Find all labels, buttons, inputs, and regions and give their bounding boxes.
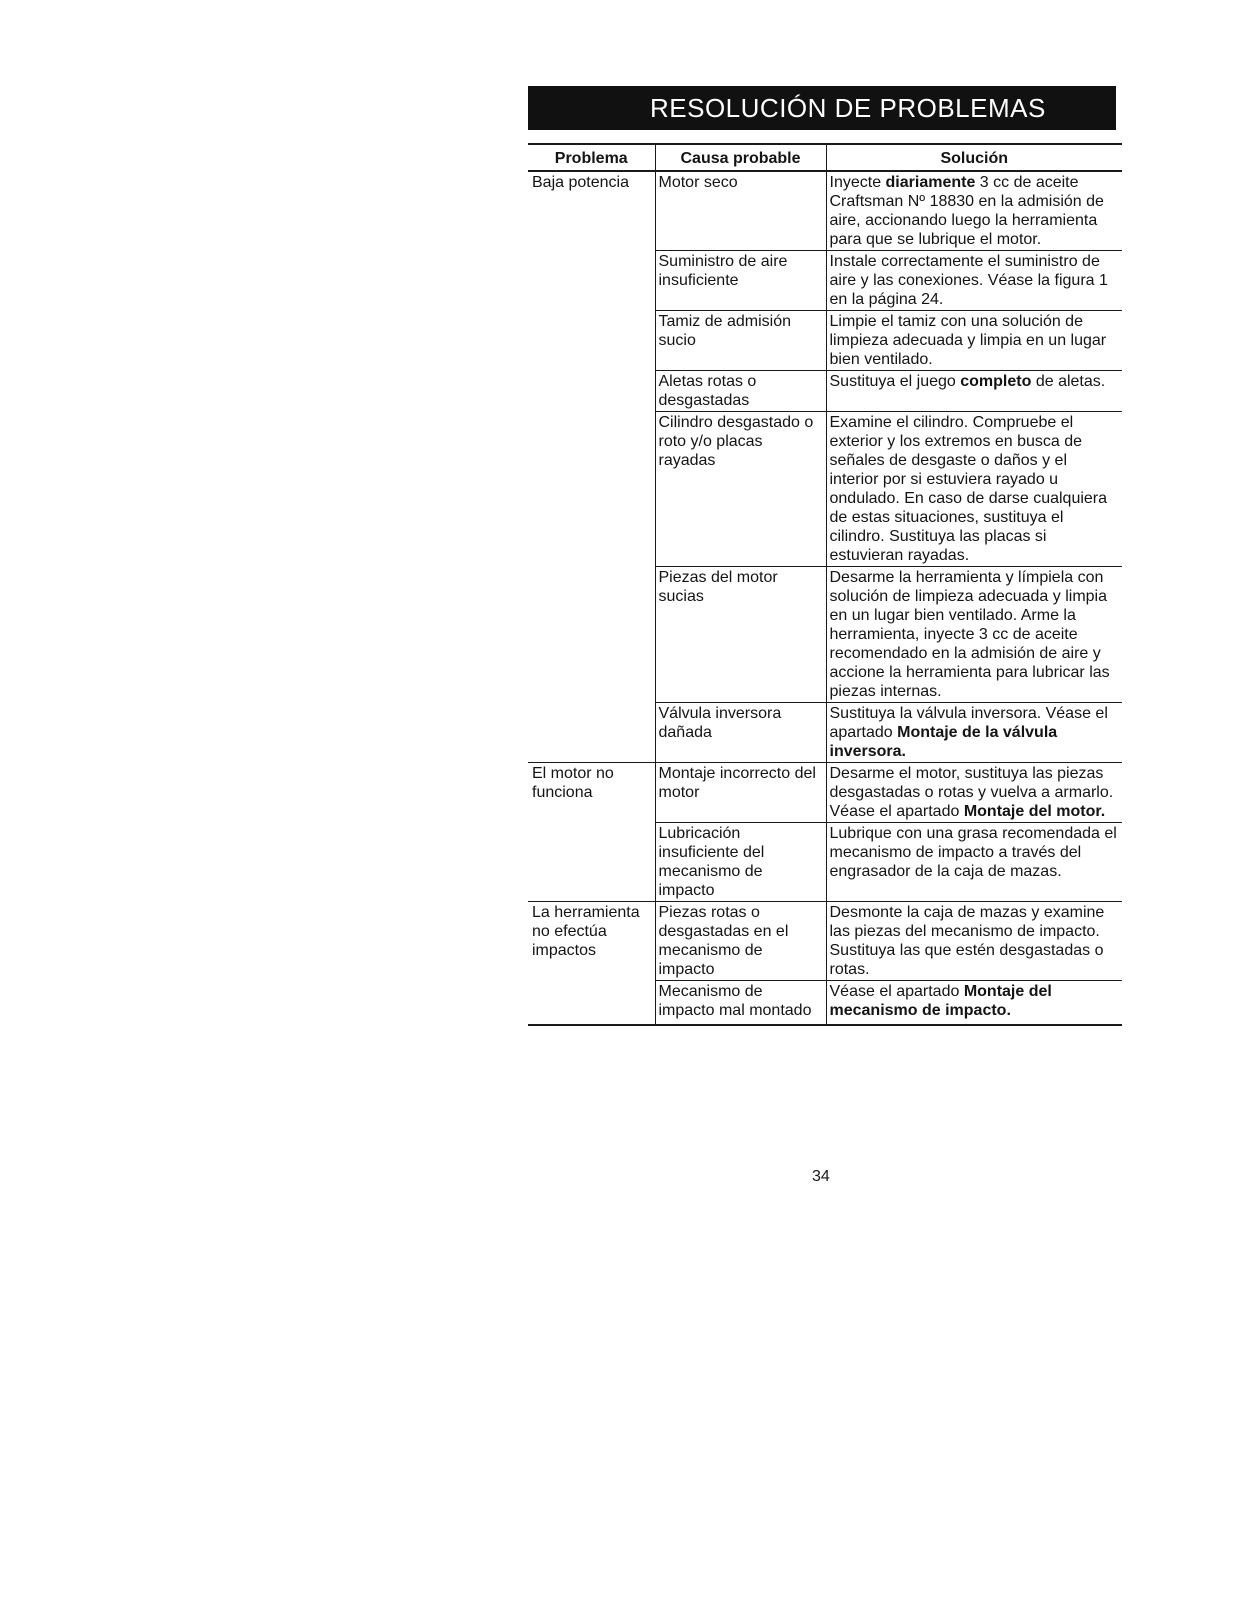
table-row bbox=[528, 371, 1122, 412]
header-solution: Solución bbox=[826, 144, 1122, 171]
table-row bbox=[528, 567, 1122, 703]
solution-cell bbox=[826, 371, 1122, 412]
solution-text: Instale correctamente el suministro de aire y las conexiones. Véase la figura 1 en la página 24. bbox=[829, 253, 1108, 308]
problem-cell: Baja potencia bbox=[532, 174, 629, 191]
solution-bold-text: diariamente bbox=[885, 174, 976, 191]
cause-cell: Motor seco bbox=[655, 171, 826, 251]
solution-cell bbox=[826, 567, 1122, 703]
solution-cell bbox=[826, 311, 1122, 371]
solution-cell bbox=[826, 823, 1122, 902]
problem-cell bbox=[528, 703, 655, 763]
solution-text: Limpie el tamiz con una solución de limpieza adecuada y limpia en un lugar bien ventilado. bbox=[829, 313, 1107, 368]
page-number: 34 bbox=[812, 1168, 830, 1185]
cause-cell: Piezas rotas o desgastadas en el mecanismo de impacto bbox=[655, 902, 826, 981]
solution-text: Desarme el motor, sustituya las piezas desgastadas o rotas y vuelva a armarlo. Véase el apartado bbox=[829, 765, 1114, 820]
cause-cell: Montaje incorrecto del motor bbox=[655, 763, 826, 823]
solution-cell bbox=[826, 412, 1122, 567]
solution-bold-text: Montaje de la válvula inversora. bbox=[829, 724, 1058, 760]
table-row bbox=[528, 703, 1122, 763]
solution-text: Lubrique con una grasa recomendada el mecanismo de impacto a través del engrasador de la caja de mazas. bbox=[829, 825, 1117, 880]
table-row bbox=[528, 902, 1122, 981]
table-row bbox=[528, 171, 1122, 251]
table-body bbox=[528, 171, 1122, 1025]
solution-cell bbox=[826, 251, 1122, 311]
header-problem: Problema bbox=[528, 144, 655, 171]
solution-text: Inyecte bbox=[829, 174, 886, 191]
solution-cell bbox=[826, 981, 1122, 1026]
solution-text: Sustituya el juego bbox=[829, 373, 961, 390]
table-row bbox=[528, 251, 1122, 311]
solution-text: Véase el apartado bbox=[829, 983, 964, 1000]
problem-cell bbox=[528, 567, 655, 703]
problem-cell: La herramienta no efectúa impactos bbox=[528, 902, 655, 981]
cause-cell: Suministro de aire insuficiente bbox=[655, 251, 826, 311]
table-row bbox=[528, 412, 1122, 567]
solution-text: de aletas. bbox=[1031, 373, 1106, 390]
problem-cell bbox=[528, 311, 655, 371]
table-row bbox=[528, 311, 1122, 371]
solution-text: Desmonte la caja de mazas y examine las piezas del mecanismo de impacto. Sustituya las que estén desgastadas o rotas. bbox=[829, 904, 1105, 978]
problem-cell bbox=[528, 251, 655, 311]
table-row bbox=[528, 823, 1122, 902]
solution-text: Examine el cilindro. Compruebe el exterior y los extremos en busca de señales de desgaste o daños y el interior por si estuviera rayado u ondulado. En caso de darse cualquiera de estas situaciones, sustituya el cilindro. Sustituya las placas si estuvieran rayadas. bbox=[829, 414, 1108, 564]
cause-cell: Tamiz de admisión sucio bbox=[655, 311, 826, 371]
cause-cell: Piezas del motor sucias bbox=[655, 567, 826, 703]
cause-cell: Aletas rotas o desgastadas bbox=[655, 371, 826, 412]
solution-cell bbox=[826, 171, 1122, 251]
solution-text: Sustituya la válvula inversora. Véase el apartado bbox=[829, 705, 1108, 741]
problem-cell bbox=[528, 412, 655, 567]
solution-text: 3 cc de aceite Craftsman Nº 18830 en la admisión de aire, accionando luego la herramienta para que se lubrique el motor. bbox=[829, 174, 1104, 248]
solution-cell bbox=[826, 902, 1122, 981]
problem-cell: El motor no funciona bbox=[528, 763, 655, 823]
cause-cell: Mecanismo de impacto mal montado bbox=[655, 981, 826, 1026]
table-header-row bbox=[528, 144, 1122, 171]
header-cause: Causa probable bbox=[655, 144, 826, 171]
problem-cell bbox=[528, 981, 655, 1026]
page-title: RESOLUCIÓN DE PROBLEMAS bbox=[528, 86, 1116, 130]
solution-bold-text: completo bbox=[960, 373, 1032, 390]
troubleshooting-table bbox=[528, 143, 1122, 1026]
solution-text: Desarme la herramienta y límpiela con solución de limpieza adecuada y limpia en un lugar bien ventilado. Arme la herramienta, inyecte 3 cc de aceite recomendado en la admisión de aire y accione la herramienta para lubricar las piezas internas. bbox=[829, 569, 1110, 700]
table-row bbox=[528, 763, 1122, 823]
solution-cell bbox=[826, 763, 1122, 823]
cause-cell: Válvula inversora dañada bbox=[655, 703, 826, 763]
solution-bold-text: Montaje del mecanismo de impacto. bbox=[829, 983, 1052, 1019]
table-row bbox=[528, 981, 1122, 1026]
cause-cell: Cilindro desgastado o roto y/o placas rayadas bbox=[655, 412, 826, 567]
problem-cell bbox=[528, 371, 655, 412]
problem-cell bbox=[528, 823, 655, 902]
cause-cell: Lubricación insuficiente del mecanismo de impacto bbox=[655, 823, 826, 902]
solution-cell bbox=[826, 703, 1122, 763]
solution-bold-text: Montaje del motor. bbox=[963, 803, 1106, 820]
